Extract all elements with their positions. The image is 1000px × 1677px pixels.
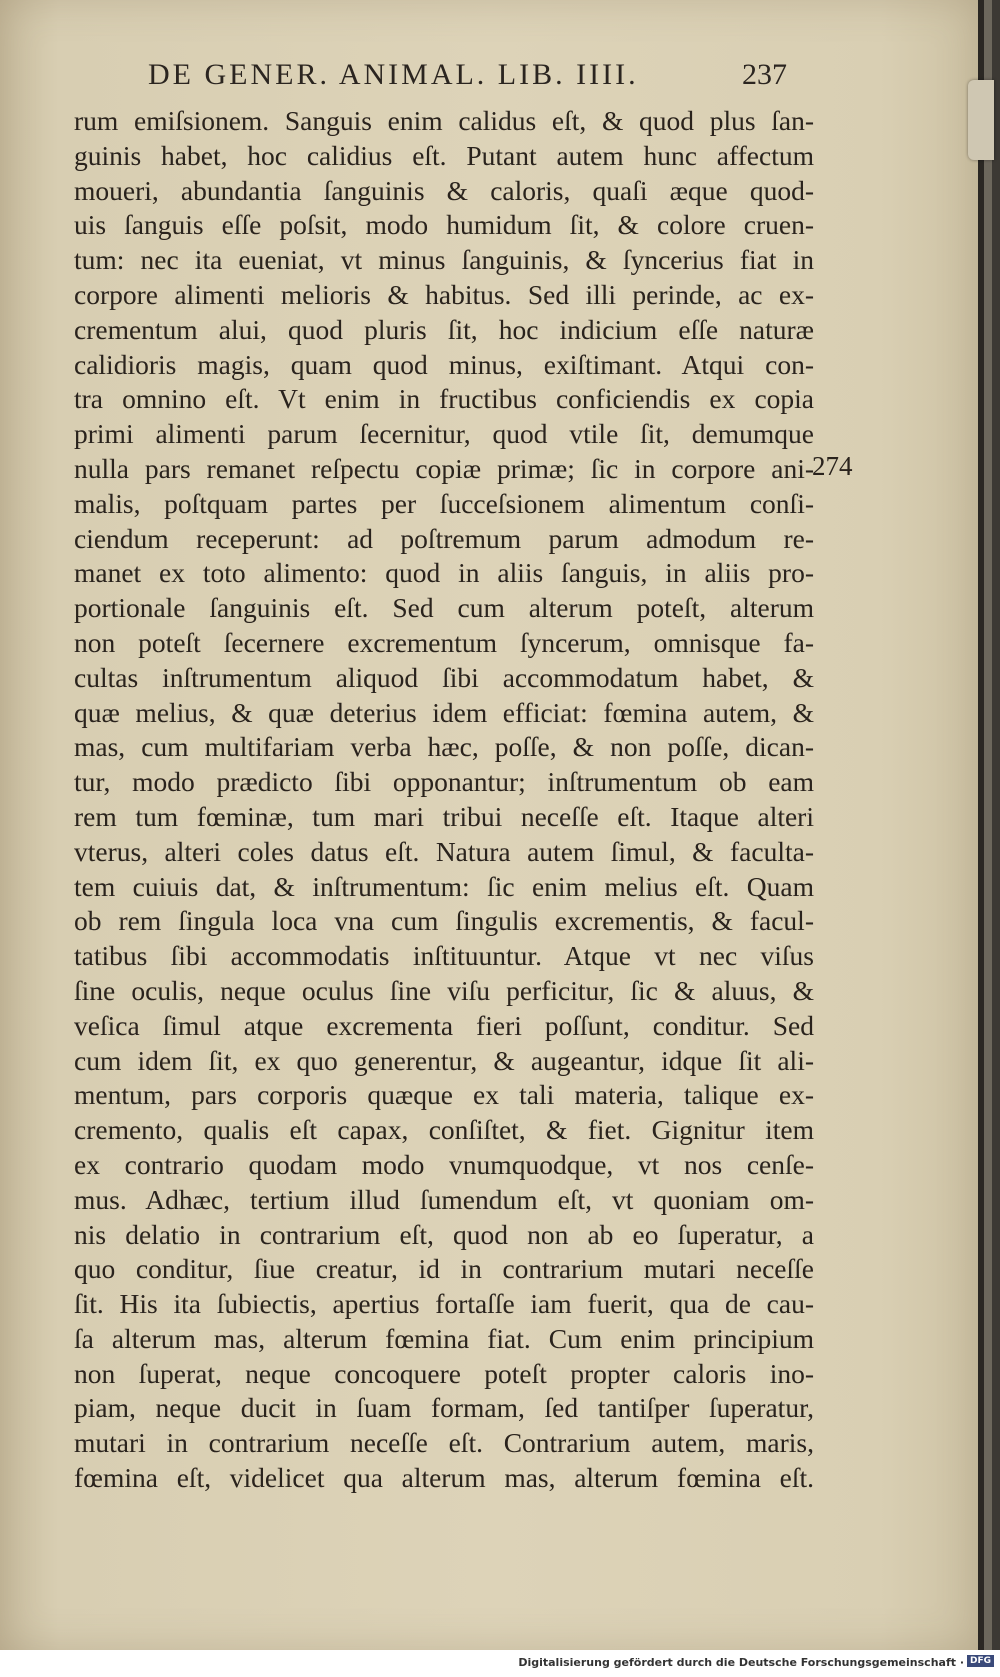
text-line: ſa alterum mas, alterum fœmina fiat. Cum enim principium [74, 1322, 814, 1354]
text-line: tatibus ſibi accommodatis inſtituuntur. Atque vt nec viſus [74, 940, 814, 972]
text-line: moueri, abundantia ſanguinis & caloris, quaſi æque quod- [74, 174, 814, 206]
text-line: cum idem ſit, ex quo generentur, & augeantur, idque ſit ali- [74, 1044, 814, 1076]
text-line: ſine oculis, neque oculus ſine viſu perficitur, ſic & aluus, & [74, 974, 814, 1006]
running-head: DE GENER. ANIMAL. LIB. IIII. [148, 58, 639, 91]
footer [0, 1650, 1000, 1677]
text-line: ob rem ſingula loca vna cum ſingulis excrementis, & facul- [74, 905, 814, 937]
text-line: non poteſt ſecernere excrementum ſyncerum, omnisque fa- [74, 626, 814, 658]
text-body [74, 104, 814, 1496]
text-line: mentum, pars corporis quæque ex tali materia, talique ex- [74, 1079, 814, 1111]
text-line: ciendum receperunt: ad poſtremum parum admodum re- [74, 522, 814, 554]
text-line: nis delatio in contrarium eſt, quod non ab eo ſuperatur, a [74, 1218, 814, 1250]
text-line: quæ melius, & quæ deterius idem efficiat: fœmina autem, & [74, 696, 814, 728]
text-line: malis, poſtquam partes per ſucceſsionem alimentum conſi- [74, 487, 814, 519]
text-line: uis ſanguis eſſe poſsit, modo humidum ſit, & colore cruen- [74, 209, 814, 241]
dfg-logo: DFG [967, 1655, 994, 1667]
text-line: corpore alimenti melioris & habitus. Sed illi perinde, ac ex- [74, 278, 814, 310]
text-line: tem cuiuis dat, & inſtrumentum: ſic enim melius eſt. Quam [74, 870, 814, 902]
page-number: 237 [742, 58, 787, 91]
text-line: mutari in contrarium neceſſe eſt. Contrarium autem, maris, [74, 1427, 814, 1459]
text-line: ſit. His ita ſubiectis, apertius fortaſſe iam fuerit, qua de cau- [74, 1288, 814, 1320]
text-line: crementum alui, quod pluris ſit, hoc indicium eſſe naturæ [74, 313, 814, 345]
text-line: vterus, alteri coles datus eſt. Natura autem ſimul, & faculta- [74, 835, 814, 867]
text-line: nulla pars remanet reſpectu copiæ primæ; ſic in corpore ani- [74, 452, 814, 484]
text-line: quo conditur, ſiue creatur, id in contrarium mutari neceſſe [74, 1253, 814, 1285]
text-line: manet ex toto alimento: quod in aliis ſanguis, in aliis pro- [74, 557, 814, 589]
text-line: piam, neque ducit in ſuam formam, ſed tantiſper ſuperatur, [74, 1392, 814, 1424]
text-line: ex contrario quodam modo vnumquodque, vt nos cenſe- [74, 1148, 814, 1180]
text-line: mus. Adhæc, tertium illud ſumendum eſt, vt quoniam om- [74, 1183, 814, 1215]
text-line: portionale ſanguinis eſt. Sed cum alterum poteſt, alterum [74, 592, 814, 624]
text-line: veſica ſimul atque excrementa fieri poſſunt, conditur. Sed [74, 1009, 814, 1041]
text-line: rem tum fœminæ, tum mari tribui neceſſe eſt. Itaque alteri [74, 800, 814, 832]
page-header [0, 58, 1000, 98]
text-line: fœmina eſt, videlicet qua alterum mas, alterum fœmina eſt. [74, 1462, 814, 1494]
text-line: rum emiſsionem. Sanguis enim calidus eſt, & quod plus ſan- [74, 105, 814, 136]
text-line: tra omnino eſt. Vt enim in fructibus conficiendis ex copia [74, 383, 814, 415]
funding-credit: Digitalisierung gefördert durch die Deutsche Forschungsgemeinschaft · [518, 1656, 964, 1669]
book-edge [992, 0, 1000, 1650]
text-line: primi alimenti parum ſecernitur, quod vtile ſit, demumque [74, 418, 814, 450]
text-line: cremento, qualis eſt capax, conſiſtet, & fiet. Gignitur item [74, 1114, 814, 1146]
text-line: tum: nec ita eueniat, vt minus ſanguinis, & ſyncerius fiat in [74, 244, 814, 276]
text-line: non ſuperat, neque concoquere poteſt propter caloris ino- [74, 1357, 814, 1389]
text-line: calidioris magis, quam quod minus, exiſtimant. Atqui con- [74, 348, 814, 380]
text-line: tur, modo prædicto ſibi opponantur; inſtrumentum ob eam [74, 766, 814, 798]
book-edge [984, 0, 992, 1650]
margin-note: 274 [812, 451, 853, 481]
text-line: mas, cum multifariam verba hæc, poſſe, & non poſſe, dican- [74, 731, 814, 763]
text-line: cultas inſtrumentum aliquod ſibi accommodatum habet, & [74, 661, 814, 693]
text-line: guinis habet, hoc calidius eſt. Putant autem hunc affectum [74, 139, 814, 171]
